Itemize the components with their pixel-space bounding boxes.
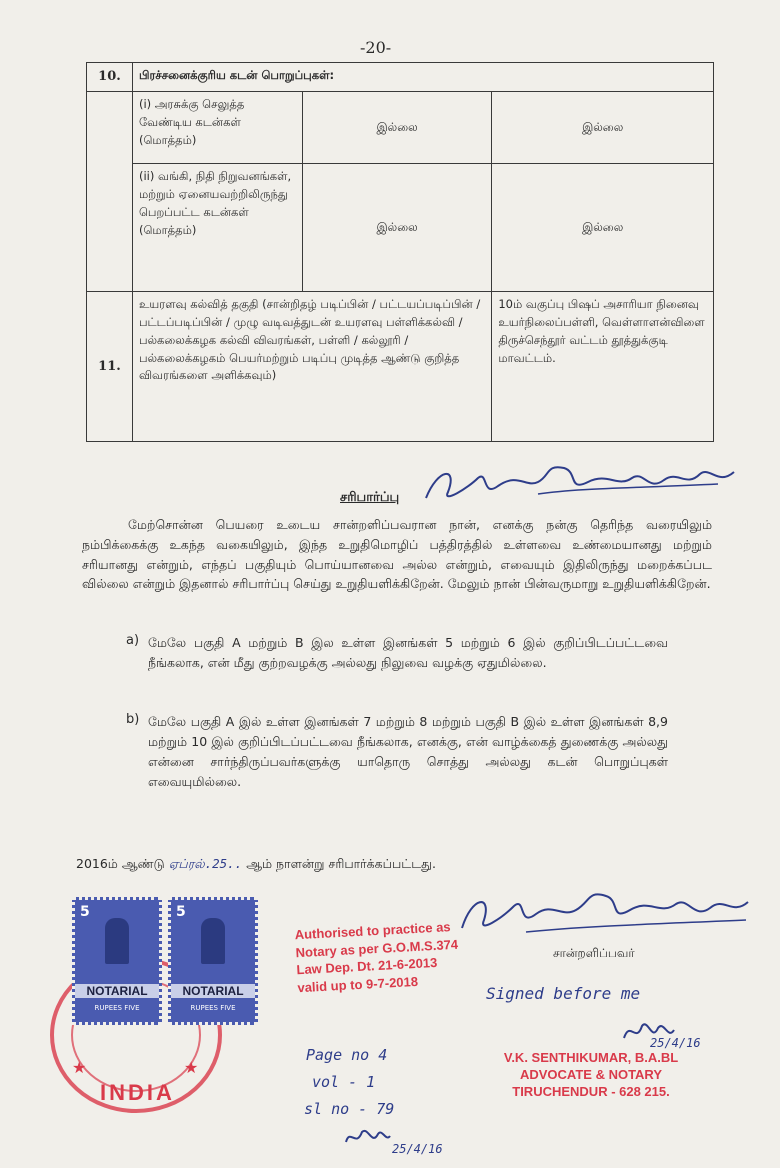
- emblem-icon: [201, 918, 225, 964]
- notary-date-note: 25/4/16: [650, 1036, 701, 1050]
- item-a-label: a): [126, 633, 140, 648]
- notary-line: Authorised to practice as: [294, 919, 451, 943]
- verification-date-line: [76, 856, 436, 873]
- notary-line: Law Dep. Dt. 21-6-2013: [296, 954, 438, 978]
- notary-name: V.K. SENTHIKUMAR, B.A.BL: [503, 1050, 679, 1065]
- row-number: 11.: [87, 292, 133, 442]
- signer-label: சான்றளிப்பவர்: [553, 946, 635, 960]
- stamp-label: NOTARIAL: [75, 984, 159, 998]
- notary-title: ADVOCATE & NOTARY: [519, 1066, 663, 1082]
- affidavit-table: [86, 62, 714, 442]
- row-heading: பிரச்சனைக்குரிய கடன் பொறுப்புகள்:: [132, 63, 713, 92]
- notary-handwritten-note: Signed before me: [486, 984, 641, 1003]
- item-b-label: b): [126, 712, 140, 727]
- stamp-bottom-text: RUPEES FIVE: [190, 1004, 236, 1012]
- table-row-10-heading: [87, 63, 714, 92]
- register-initials: [342, 1124, 392, 1150]
- row-value: 10ம் வகுப்பு பிஷப் அசாரியா நினைவு உயர்நிலைப்பள்ளி, வெள்ளாளன்விளை திருச்செந்தூர் வட்டம் தூத்துக்குடி மாவட்டம்.: [492, 292, 714, 442]
- seal-star-icon: ★: [72, 1058, 87, 1077]
- seal-text: INDIA: [100, 1080, 175, 1105]
- register-page: Page no 4: [306, 1046, 388, 1064]
- page-number: -20-: [360, 38, 392, 57]
- register-date: 25/4/16: [392, 1142, 443, 1156]
- register-volume: vol - 1: [312, 1073, 376, 1091]
- row-value: இல்லை: [302, 164, 492, 292]
- row-label: (ii) வங்கி, நிதி நிறுவனங்கள், மற்றும் ஏனையவற்றிலிருந்து பெறப்பட்ட கடன்கள் (மொத்தம்): [132, 164, 302, 292]
- emblem-icon: [105, 918, 129, 964]
- revenue-stamp: [72, 897, 162, 1025]
- row-value: இல்லை: [492, 92, 714, 164]
- date-prefix: 2016ம் ஆண்டு: [76, 856, 165, 871]
- notary-line: valid up to 9-7-2018: [297, 973, 419, 995]
- notary-authorisation-stamp: [294, 918, 460, 997]
- verification-paragraph: மேற்சொன்ன பெயரை உடைய சான்றளிப்பவரான நான், எனக்கு நன்கு தெரிந்த வரையிலும் நம்பிக்கைக்கு உகந்த வகையிலும், இந்த உறுதிமொழிப் பத்திரத்தில் உள்ளவை உண்மையானது மற்றும் சரியானது என்றும், எந்தப் பகுதியும் பொய்யானவை அல்ல என்றும், எவையும் இதிலிருந்து மறைக்கப்பட வில்லை என்றும் இதனால் சரிபார்ப்பு செய்து உறுதியளிக்கிறேன். மேலும் நான் பின்வருமாறு உறுதியளிக்கிறேன்.: [82, 517, 712, 592]
- notary-line: Notary as per G.O.M.S.374: [295, 936, 459, 960]
- row-number: 10.: [87, 63, 133, 92]
- table-row: [87, 92, 714, 164]
- date-suffix: ஆம் நாளன்று சரிபார்க்கப்பட்டது.: [246, 856, 436, 871]
- table-row-11: [87, 292, 714, 442]
- signature-top: [418, 458, 748, 510]
- stamp-denomination: 5: [80, 904, 90, 920]
- notary-name-stamp: [474, 1050, 708, 1101]
- notary-place: TIRUCHENDUR - 628 215.: [512, 1083, 670, 1099]
- row-label: உயரளவு கல்வித் தகுதி (சான்றிதழ் படிப்பின் / பட்டயப்படிப்பின் / பட்டப்படிப்பின் / முழு வடிவத்துடன் உயரளவு பள்ளிக்கல்வி / பல்கலைக்கழக கல்வி விவரங்கள், பள்ளி / கல்லூரி / பல்கலைக்கழகம் பெயர்மற்றும் படிப்பு முடித்த ஆண்டு குறித்த விவரங்களை அளிக்கவும்): [132, 292, 491, 442]
- verification-title: சரிபார்ப்பு: [340, 490, 400, 505]
- item-b-text: மேலே பகுதி A இல் உள்ள இனங்கள் 7 மற்றும் 8 மற்றும் பகுதி B இல் உள்ள இனங்கள் 8,9 மற்றும் 10 இல் குறிப்பிடப்பட்டவை நீங்கலாக, எனக்கு, என் வாழ்க்கைத் துணைக்கு அல்லது என்னை சார்ந்திருப்பவர்களுக்கு யாதொரு சொத்து அல்லது கடன் பொறுப்புகள் எவையுமில்லை.: [148, 714, 668, 789]
- row-value: இல்லை: [302, 92, 492, 164]
- register-serial: sl no - 79: [304, 1100, 395, 1118]
- stamp-denomination: 5: [176, 904, 186, 920]
- row-value: இல்லை: [492, 164, 714, 292]
- item-a-text: மேலே பகுதி A மற்றும் B இல உள்ள இனங்கள் 5 மற்றும் 6 இல் குறிப்பிடப்பட்டவை நீங்கலாக, என் மீது குற்றவழக்கு அல்லது நிலுவை வழக்கு ஏதுமில்லை.: [148, 635, 668, 670]
- revenue-stamp: [168, 897, 258, 1025]
- empty-cell: [87, 92, 133, 292]
- stamp-bottom-text: RUPEES FIVE: [94, 1004, 140, 1012]
- date-month-handwritten: ஏப்ரல்.25..: [168, 856, 243, 871]
- stamp-label: NOTARIAL: [171, 984, 255, 998]
- signature-bottom: [456, 884, 756, 944]
- seal-star-icon: ★: [184, 1058, 199, 1077]
- table-row: [87, 164, 714, 292]
- row-label: (i) அரசுக்கு செலுத்த வேண்டிய கடன்கள் (மொத்தம்): [132, 92, 302, 164]
